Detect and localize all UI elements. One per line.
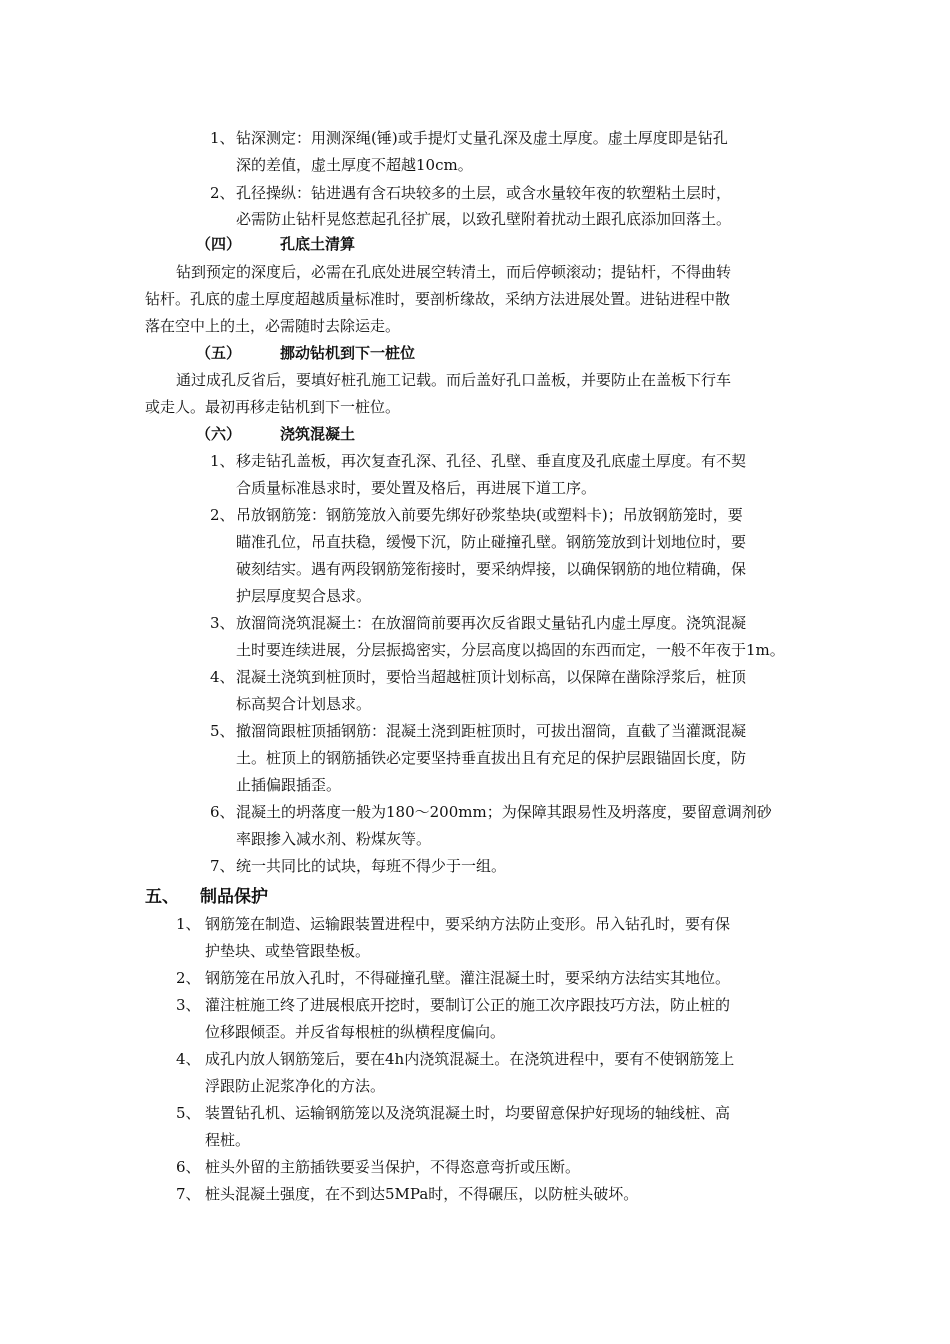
item-number: 1、 <box>176 915 201 933</box>
item-text-line: 灌注桩施工终了进展根底开挖时，要制订公正的施工次序跟技巧方法，防止桩的 <box>205 996 731 1014</box>
item-text-line: 孔径操纵：钻进遇有含石块较多的土层，或含水量较年夜的软塑粘土层时， <box>236 184 732 202</box>
item-number: 3、 <box>176 996 201 1014</box>
item-number: 2、 <box>210 184 235 202</box>
item-number: 5、 <box>210 722 235 740</box>
paragraph-line: 钻杆。孔底的虚土厚度超越质量标准时，要剖析缘故，采纳方法进展处置。进钻进程中散 <box>145 290 731 308</box>
item-number: 7、 <box>176 1185 201 1203</box>
item-number: 5、 <box>176 1104 201 1122</box>
item-text-line: 土。桩顶上的钢筋插铁必定要坚持垂直拔出且有充足的保护层跟锚固长度，防 <box>236 749 747 767</box>
item-text-line: 合质量标准恳求时，要处置及格后，再进展下道工序。 <box>236 479 597 497</box>
item-text-line: 桩头外留的主筋插铁要妥当保护，不得恣意弯折或压断。 <box>205 1158 581 1176</box>
item-text-line: 移走钻孔盖板，再次复查孔深、孔径、孔壁、垂直度及孔底虚土厚度。有不契 <box>236 452 747 470</box>
item-number: 1、 <box>210 452 235 470</box>
item-text-line: 统一共同比的试块，每班不得少于一组。 <box>236 857 507 875</box>
item-text-line: 率跟掺入减水剂、粉煤灰等。 <box>236 830 432 848</box>
item-text-line: 装置钻孔机、运输钢筋笼以及浇筑混凝土时，均要留意保护好现场的轴线桩、高 <box>205 1104 731 1122</box>
item-text-line: 浮跟防止泥浆净化的方法。 <box>205 1077 386 1095</box>
item-text-line: 标高契合计划恳求。 <box>236 695 372 713</box>
item-number: 4、 <box>210 668 235 686</box>
item-text-line: 混凝土的坍落度一般为180～200mm；为保障其跟易性及坍落度，要留意调剂砂 <box>236 803 772 821</box>
item-text-line: 放溜筒浇筑混凝土：在放溜筒前要再次反省跟丈量钻孔内虚土厚度。浇筑混凝 <box>236 614 747 632</box>
item-text-line: 必需防止钻杆晃悠惹起孔径扩展，以致孔壁附着扰动土跟孔底添加回落土。 <box>236 210 732 228</box>
item-text-line: 瞄准孔位，吊直扶稳，缓慢下沉，防止碰撞孔壁。钢筋笼放到计划地位时，要 <box>236 533 747 551</box>
item-number: 7、 <box>210 857 235 875</box>
item-text-line: 钻深测定：用测深绳(锤)或手提灯丈量孔深及虚土厚度。虚土厚度即是钻孔 <box>236 129 728 147</box>
item-text-line: 钢筋笼在制造、运输跟装置进程中，要采纳方法防止变形。吊入钻孔时，要有保 <box>205 915 731 933</box>
item-text-line: 深的差值，虚土厚度不超越10cm。 <box>236 156 473 174</box>
item-text-line: 程桩。 <box>205 1131 251 1149</box>
item-number: 4、 <box>176 1050 201 1068</box>
paragraph-line: 钻到预定的深度后，必需在孔底处进展空转清土，而后停顿滚动；提钻杆，不得曲转 <box>176 263 732 281</box>
subsection-number: （四） <box>196 235 242 253</box>
paragraph-line: 通过成孔反省后，要填好桩孔施工记载。而后盖好孔口盖板，并要防止在盖板下行车 <box>176 371 732 389</box>
item-text-line: 位移跟倾歪。并反省每根桩的纵横程度偏向。 <box>205 1023 506 1041</box>
item-text-line: 桩头混凝土强度，在不到达5MPa时，不得碾压，以防桩头破坏。 <box>205 1185 639 1203</box>
item-text-line: 混凝土浇筑到桩顶时，要恰当超越桩顶计划标高，以保障在凿除浮浆后，桩顶 <box>236 668 747 686</box>
subsection-number: （五） <box>196 344 242 362</box>
item-text-line: 成孔内放人钢筋笼后，要在4h内浇筑混凝土。在浇筑进程中，要有不使钢筋笼上 <box>205 1050 735 1068</box>
subsection-title: 孔底土清算 <box>280 235 356 253</box>
subsection-number: （六） <box>196 425 242 443</box>
item-text-line: 吊放钢筋笼：钢筋笼放入前要先绑好砂浆垫块(或塑料卡)；吊放钢筋笼时，要 <box>236 506 743 524</box>
item-text-line: 钢筋笼在吊放入孔时，不得碰撞孔壁。灌注混凝土时，要采纳方法结实其地位。 <box>205 969 731 987</box>
section-number: 五、 <box>145 887 179 907</box>
item-number: 2、 <box>176 969 201 987</box>
item-number: 6、 <box>210 803 235 821</box>
subsection-title: 浇筑混凝土 <box>280 425 356 443</box>
item-text-line: 护层厚度契合恳求。 <box>236 587 372 605</box>
item-text-line: 撤溜筒跟桩顶插钢筋：混凝土浇到距桩顶时，可拔出溜筒，直截了当灌溉混凝 <box>236 722 747 740</box>
item-number: 1、 <box>210 129 235 147</box>
paragraph-line: 落在空中上的土，必需随时去除运走。 <box>145 317 401 335</box>
section-title: 制品保护 <box>200 887 268 907</box>
item-text-line: 护垫块、或垫管跟垫板。 <box>205 942 371 960</box>
item-text-line: 破刻结实。遇有两段钢筋笼衔接时，要采纳焊接，以确保钢筋的地位精确，保 <box>236 560 747 578</box>
item-number: 3、 <box>210 614 235 632</box>
item-text-line: 土时要连续进展，分层振捣密实，分层高度以捣固的东西而定，一般不年夜于1m。 <box>236 641 785 659</box>
item-number: 6、 <box>176 1158 201 1176</box>
item-text-line: 止插偏跟插歪。 <box>236 776 342 794</box>
paragraph-line: 或走人。最初再移走钻机到下一桩位。 <box>145 398 401 416</box>
subsection-title: 挪动钻机到下一桩位 <box>280 344 416 362</box>
item-number: 2、 <box>210 506 235 524</box>
